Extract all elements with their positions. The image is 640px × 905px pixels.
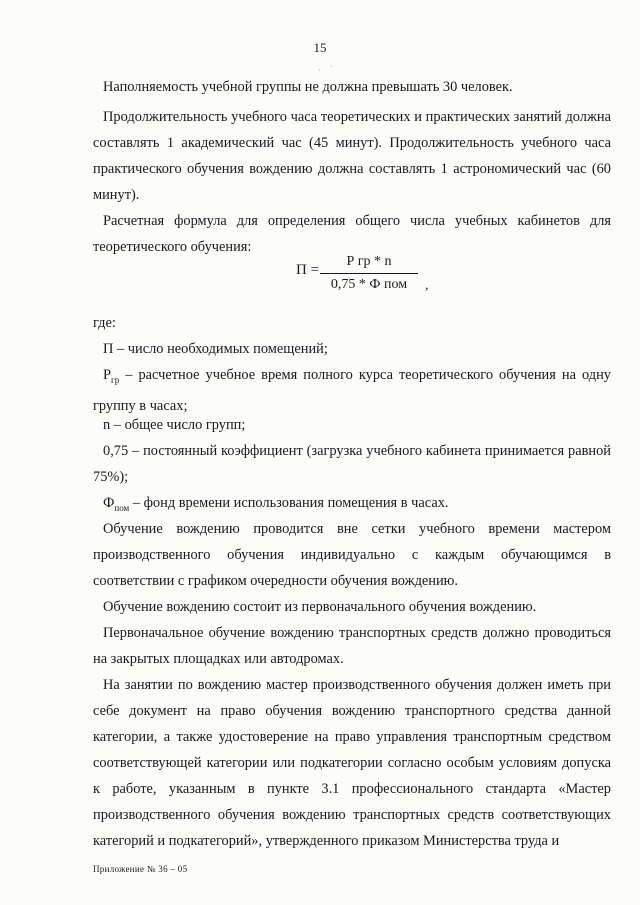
definition-coefficient: 0,75 – постоянный коэффициент (загрузка учебного кабинета принимается равной 75%); [93,443,611,485]
paragraph-group-size: Наполняемость учебной группы не должна превышать 30 человек. [103,79,513,95]
footer-appendix: Приложение № 36 – 05 [93,864,188,874]
scan-speck: · [330,62,333,71]
paragraph-formula-intro: Расчетная формула для определения общего числа учебных кабинетов для теоретического обучения: [93,213,611,255]
definition-rooms: П – число необходимых помещений; [103,341,328,357]
formula-lhs: П = [296,262,320,278]
formula-fraction [320,252,418,295]
scan-speck: · [318,66,321,75]
definition-room-time-subscript: пом [114,502,130,513]
paragraph-initial-training: Первоначальное обучение вождению транспортных средств должно проводиться на закрытых площадках или автодромах. [93,625,611,667]
definition-group-time-symbol: Р [103,367,112,383]
paragraph-driving-composition: Обучение вождению состоит из первоначального обучения вождению. [103,599,537,615]
definition-group-time-text: – расчетное учебное время полного курса теоретического обучения на одну группу в часах; [93,367,611,414]
definition-group-count: n – общее число групп; [103,417,246,433]
formula-numerator: Р гр * n [346,254,392,269]
definition-room-time-symbol: Ф [103,495,115,511]
definition-group-time [93,362,611,419]
paragraph-driving-schedule: Обучение вождению проводится вне сетки учебного времени мастером производственного обучения индивидуально с каждым обучающимся в соответствии с графиком очередности обучения вождению. [93,521,611,589]
fraction-bar [320,273,418,274]
definition-room-time-text: – фонд времени использования помещения в часах. [129,495,449,511]
paragraph-instructor-documents: На занятии по вождению мастер производственного обучения должен иметь при себе документ на право обучения вождению транспортного средства данной категории, а также удостоверение на право управления транспортным средством соответствующей категории или подкатегории согласно особым условиям допуска к работе, указанным в пункте 3.1 профессионального стандарта «Мастер производственного обучения вождению транспортных средств соответствующих категорий и подкатегорий», утвержденного приказом Министерства труда и [93,677,611,849]
paragraph-lesson-duration: Продолжительность учебного часа теоретических и практических занятий должна составлять 1 академический час (45 минут). Продолжительность учебного часа практического обучения вождению должна составлять 1 астрономический час (60 минут). [93,109,611,203]
definition-group-time-subscript: гр [111,374,120,385]
where-label: где: [93,315,116,331]
formula-denominator: 0,75 * Ф пом [330,277,408,292]
page-number: 15 [313,40,327,55]
formula-trailing-comma: , [425,278,429,293]
